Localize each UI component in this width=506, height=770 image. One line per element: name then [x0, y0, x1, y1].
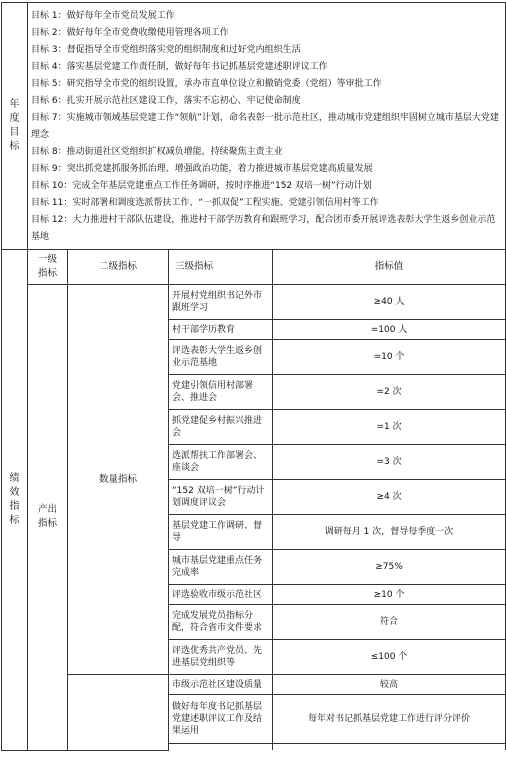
indicator-value: 每年对书记抓基层党建工作进行评分评价: [273, 695, 506, 744]
level3-indicator: 评选优秀共产党员、先进基层党组织等: [169, 640, 273, 675]
level3-indicator: 做好每年度书记抓基层党建述职评议工作及结果运用: [169, 695, 273, 744]
header-text: 一级指标: [37, 254, 57, 279]
label-char: 标: [9, 514, 20, 526]
level3-indicator: 党建引领信用村部署会、推进会: [169, 375, 273, 410]
quantity-indicator-label: 数量指标: [68, 285, 169, 675]
output-label-text: 产出: [37, 504, 57, 516]
goal-item: 目标 12：大力推进村干部队伍建设，推进村干部学历教育和跟班学习，配合团市委开展评选表彰大学生返乡创业示范基地: [31, 214, 496, 242]
indicator-value: 符合: [273, 605, 506, 640]
quantity-row: [2, 285, 506, 320]
indicator-value-continued: [273, 744, 506, 751]
goal-item: 目标 5：研究指导全市党的组织设置，承办市直单位设立和撤销党委（党组）等审批工作: [31, 78, 382, 89]
indicator-value: ≤100 个: [273, 640, 506, 675]
goal-item: 目标 2：做好每年全市党费收缴使用管理各项工作: [31, 27, 229, 38]
indicator-value: ≥75%: [273, 550, 506, 585]
indicator-value: =10 个: [273, 340, 506, 375]
label-char: 标: [9, 141, 20, 152]
goal-item: 目标 1：做好每年全市党员发展工作: [31, 10, 175, 21]
level3-indicator: 完成发展党员指标分配，符合省市文件要求: [169, 605, 273, 640]
indicator-value: =2 次: [273, 375, 506, 410]
label-char: 年: [9, 99, 20, 110]
indicator-value: ≥10 个: [273, 585, 506, 605]
performance-goal-table: [1, 2, 506, 751]
performance-header-row: [2, 250, 506, 285]
goal-item: 目标 11：实时部署和调度选派帮扶工作、“一抓双促”工程实施、党建引领信用村等工作: [31, 197, 379, 208]
level3-indicator: 评选验收市级示范社区: [169, 585, 273, 605]
indicator-value: ≥4 次: [273, 480, 506, 515]
goal-item: 目标 10：完成全年基层党建重点工作任务调研，按时序推进“152 双培一树”行动计划: [31, 180, 372, 191]
label-char: 指: [9, 500, 20, 512]
goal-item: 目标 3：督促指导全市党组织落实党的组织制度和过好党内组织生活: [31, 44, 301, 55]
goal-item: 目标 6：扎实开展示范社区建设工作，落实不忘初心、牢记使命制度: [31, 95, 301, 106]
goal-item: 目标 8：推动街道社区党组织扩权减负增能，持续聚焦主责主业: [31, 146, 283, 157]
level3-indicator: 市级示范社区建设质量: [169, 675, 273, 695]
level3-indicator: 城市基层党建重点任务完成率: [169, 550, 273, 585]
output-label-text: 指标: [37, 518, 57, 530]
indicator-value: =1 次: [273, 410, 506, 445]
goal-item: 目标 4：落实基层党建工作责任制，做好每年书记抓基层党建述职评议工作: [31, 61, 328, 72]
indicator-value: 较高: [273, 675, 506, 695]
performance-goal-table-page: [1, 2, 505, 766]
label-char: 度: [9, 113, 20, 124]
annual-goals-list: [28, 3, 506, 250]
header-level2: 二级指标: [68, 250, 169, 285]
indicator-value: =100 人: [273, 320, 506, 340]
quality-row: [2, 675, 506, 695]
performance-label: [2, 250, 28, 751]
header-level1: [28, 250, 68, 285]
header-value: 指标值: [273, 250, 506, 285]
header-level3: 三级指标: [169, 250, 273, 285]
level3-indicator: 开展村党组织书记外市跟班学习: [169, 285, 273, 320]
label-char: 效: [9, 486, 20, 498]
level3-indicator: 村干部学历教育: [169, 320, 273, 340]
quality-indicator-label: [68, 675, 169, 751]
label-char: 目: [9, 127, 20, 138]
label-char: 绩: [9, 472, 20, 484]
level3-indicator: 评选表彰大学生返乡创业示范基地: [169, 340, 273, 375]
annual-goals-label: [2, 3, 28, 250]
level3-indicator: “152 双培一树”行动计划调度评议会: [169, 480, 273, 515]
level3-indicator: 选派帮扶工作部署会、座谈会: [169, 445, 273, 480]
indicator-value: =3 次: [273, 445, 506, 480]
output-indicator-label: [28, 285, 68, 751]
indicator-value: ≥40 人: [273, 285, 506, 320]
annual-goals-row: [2, 3, 506, 250]
goal-item: 目标 7：实施城市领域基层党建工作“领航”计划，命名表彰一批示范社区，推动城市党建组织牢固树立城市基层大党建理念: [31, 112, 499, 140]
level3-indicator: 基层党建工作调研、督导: [169, 515, 273, 550]
indicator-value: 调研每月 1 次，督导每季度一次: [273, 515, 506, 550]
level3-indicator-continued: [169, 744, 273, 751]
level3-indicator: 抓党建促乡村振兴推进会: [169, 410, 273, 445]
goal-item: 目标 9：突出抓党建抓服务抓治理、增强政治功能，着力推进城市基层党建高质量发展: [31, 163, 373, 174]
